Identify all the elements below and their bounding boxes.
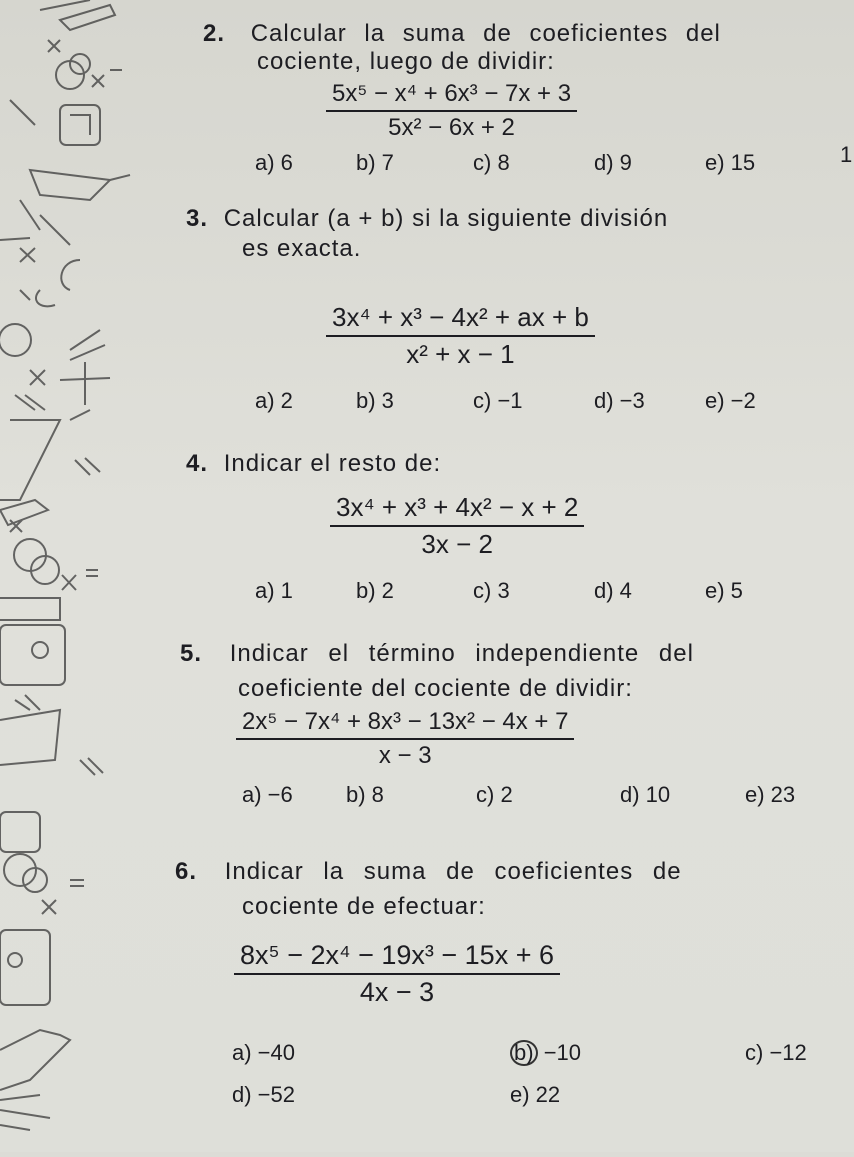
problem-5-fraction: [236, 708, 574, 770]
problem-5-option-e: e) 23: [745, 782, 796, 807]
margin-doodle-border: [0, 0, 160, 1152]
problem-6-denominator: 4x − 3: [359, 977, 435, 1007]
problem-3-numerator: 3x⁴ + x³ − 4x² + ax + b: [326, 302, 595, 337]
problem-5-option-d: d) 10: [620, 782, 671, 807]
problem-4-number: 4.: [186, 450, 209, 477]
problem-2-margin-note: 1: [840, 142, 853, 167]
problem-4-fraction: [330, 492, 584, 560]
problem-2-line-2: cociente, luego de dividir:: [257, 48, 555, 75]
problem-5-text-1: Indicar el término independiente del: [229, 640, 694, 667]
problem-2-text-1: Calcular la suma de coeficientes del: [250, 20, 721, 47]
problem-4-option-a: a) 1: [255, 578, 293, 603]
problem-4-option-b: b) 2: [356, 578, 394, 603]
problem-2-numerator: 5x⁵ − x⁴ + 6x³ − 7x + 3: [326, 80, 577, 112]
problem-3-line-2: es exacta.: [242, 235, 362, 262]
problem-5-option-b: b) 8: [346, 782, 384, 807]
problem-6-line-1: [175, 858, 682, 886]
problem-3-option-e: e) −2: [705, 388, 756, 413]
problem-4-option-d: d) 4: [594, 578, 632, 603]
problem-6-fraction: [234, 940, 560, 1008]
problem-6-numerator: 8x⁵ − 2x⁴ − 19x³ − 15x + 6: [234, 940, 560, 975]
problem-6-option-b-value: −10: [543, 1040, 582, 1065]
problem-5-option-a: a) −6: [242, 782, 293, 807]
problem-3-fraction: [326, 302, 595, 370]
problem-6-option-d: d) −52: [232, 1082, 295, 1107]
problem-4-text-1: Indicar el resto de:: [223, 450, 442, 477]
problem-3-option-c: c) −1: [473, 388, 523, 413]
problem-6-option-b: [510, 1040, 581, 1066]
problem-4-denominator: 3x − 2: [421, 529, 493, 559]
problem-4-line-1: [186, 450, 441, 478]
problem-6-option-a: a) −40: [232, 1040, 295, 1065]
problem-2-option-b: b) 7: [356, 150, 394, 175]
problem-6-option-c: c) −12: [745, 1040, 807, 1065]
problem-6-text-1: Indicar la suma de coeficientes de: [224, 858, 682, 885]
problem-4-numerator: 3x⁴ + x³ + 4x² − x + 2: [330, 492, 584, 527]
problem-2-option-d: d) 9: [594, 150, 632, 175]
problem-6-option-b-circled: b): [510, 1040, 538, 1066]
problem-4-option-c: c) 3: [473, 578, 510, 603]
problem-5-number: 5.: [180, 640, 203, 667]
problem-6-line-2: cociente de efectuar:: [242, 893, 486, 920]
problem-2-option-c: c) 8: [473, 150, 510, 175]
problem-3-option-b: b) 3: [356, 388, 394, 413]
problem-5-line-2: coeficiente del cociente de dividir:: [238, 675, 633, 702]
problem-3-denominator: x² + x − 1: [406, 339, 515, 369]
problem-6-option-e: e) 22: [510, 1082, 561, 1107]
problem-2-option-e: e) 15: [705, 150, 756, 175]
problem-3-line-1: [186, 205, 668, 233]
problem-2-fraction: [326, 80, 577, 142]
problem-3-option-d: d) −3: [594, 388, 645, 413]
problem-5-denominator: x − 3: [378, 742, 432, 769]
problem-4-option-e: e) 5: [705, 578, 743, 603]
problem-5-line-1: [180, 640, 694, 668]
problem-3-option-a: a) 2: [255, 388, 293, 413]
problem-2-line-1: [203, 20, 721, 48]
problem-5-option-c: c) 2: [476, 782, 513, 807]
problem-3-number: 3.: [186, 205, 209, 232]
problem-5-numerator: 2x⁵ − 7x⁴ + 8x³ − 13x² − 4x + 7: [236, 708, 574, 740]
problem-2-denominator: 5x² − 6x + 2: [388, 114, 515, 141]
problem-6-number: 6.: [175, 858, 198, 885]
doodle-icons: [0, 0, 160, 1152]
problem-2-number: 2.: [203, 20, 226, 47]
problem-3-text-1: Calcular (a + b) si la siguiente división: [223, 205, 669, 232]
problem-2-option-a: a) 6: [255, 150, 293, 175]
